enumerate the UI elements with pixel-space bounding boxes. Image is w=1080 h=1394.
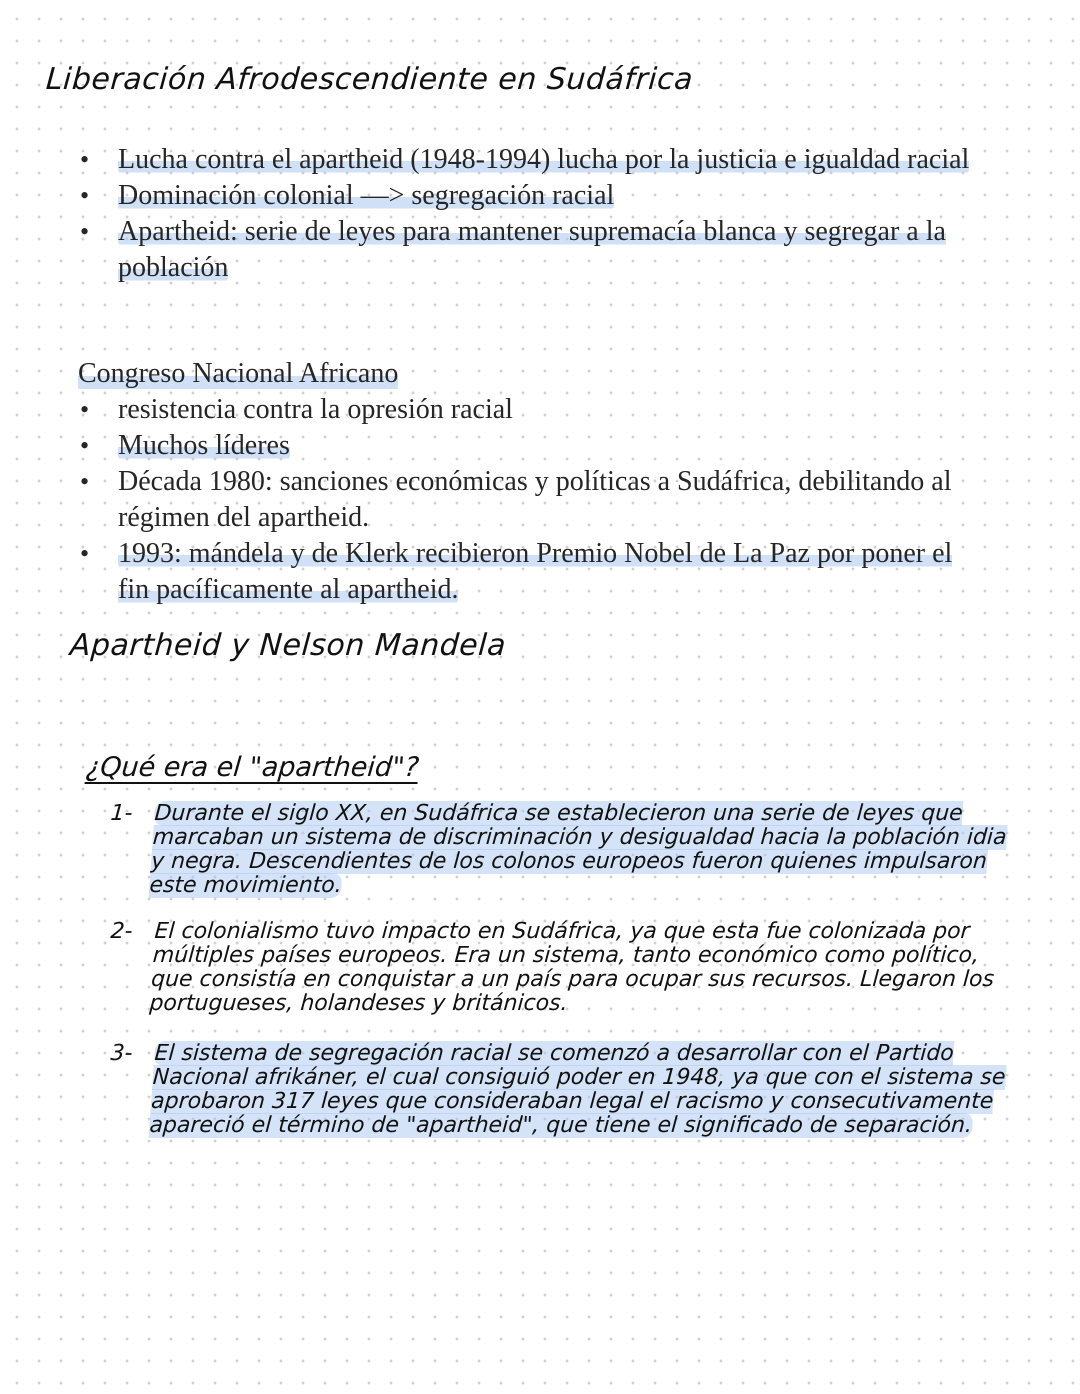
item-text: El colonialismo tuvo impacto en Sudáfrica, ya que esta fue colonizada por múltiples países europeos. Era un sistema, tanto económico como político, que consistía en conquistar a un país para ocupar sus recursos. Llegaron los portugueses, holandeses y británicos. <box>148 919 995 1016</box>
question-title: ¿Qué era el "apartheid"? <box>84 752 421 783</box>
anc-section <box>78 356 978 608</box>
bullet-text: Década 1980: sanciones económicas y políticas a Sudáfrica, debilitando al régimen del apartheid. <box>118 466 952 533</box>
bullet-text: Lucha contra el apartheid (1948-1994) lucha por la justicia e igualdad racial <box>118 144 970 175</box>
list-item <box>78 464 978 536</box>
numbered-item <box>105 802 1012 898</box>
bullet-text: Dominación colonial —> segregación racial <box>118 180 615 211</box>
bullet-text: 1993: mándela y de Klerk recibieron Premio Nobel de La Paz por poner el fin pacíficamente al apartheid. <box>118 538 953 605</box>
bullet-text: Muchos líderes <box>118 430 290 461</box>
list-item <box>78 428 978 464</box>
numbered-item <box>105 920 1012 1016</box>
section-heading: Congreso Nacional Africano <box>78 356 398 392</box>
list-item <box>78 392 978 428</box>
item-number: 3- <box>109 1041 134 1066</box>
item-number: 1- <box>109 801 134 826</box>
list-item <box>78 142 978 178</box>
list-item <box>78 214 978 286</box>
list-item <box>78 536 978 608</box>
bullet-text: resistencia contra la opresión racial <box>118 394 513 425</box>
list-item <box>78 178 978 214</box>
bullet-text: Apartheid: serie de leyes para mantener supremacía blanca y segregar a la población <box>118 216 946 283</box>
item-number: 2- <box>109 919 134 944</box>
intro-list <box>78 142 978 286</box>
page-title: Liberación Afrodescendiente en Sudáfrica <box>44 62 695 97</box>
numbered-item <box>105 1042 1012 1138</box>
item-text: El sistema de segregación racial se comenzó a desarrollar con el Partido Nacional afrikáner, el cual consiguió poder en 1948, ya que con el sistema se aprobaron 317 leyes que consideraban legal el racismo y consecutivamente apareció el término de "apartheid", que tiene el significado de separación. <box>148 1041 1007 1138</box>
item-text: Durante el siglo XX, en Sudáfrica se establecieron una serie de leyes que marcaban un sistema de discriminación y desigualdad hacia la población idia y negra. Descendientes de los colonos europeos fueron quienes impulsaron este movimiento. <box>148 801 1008 898</box>
section-title: Apartheid y Nelson Mandela <box>68 628 508 663</box>
